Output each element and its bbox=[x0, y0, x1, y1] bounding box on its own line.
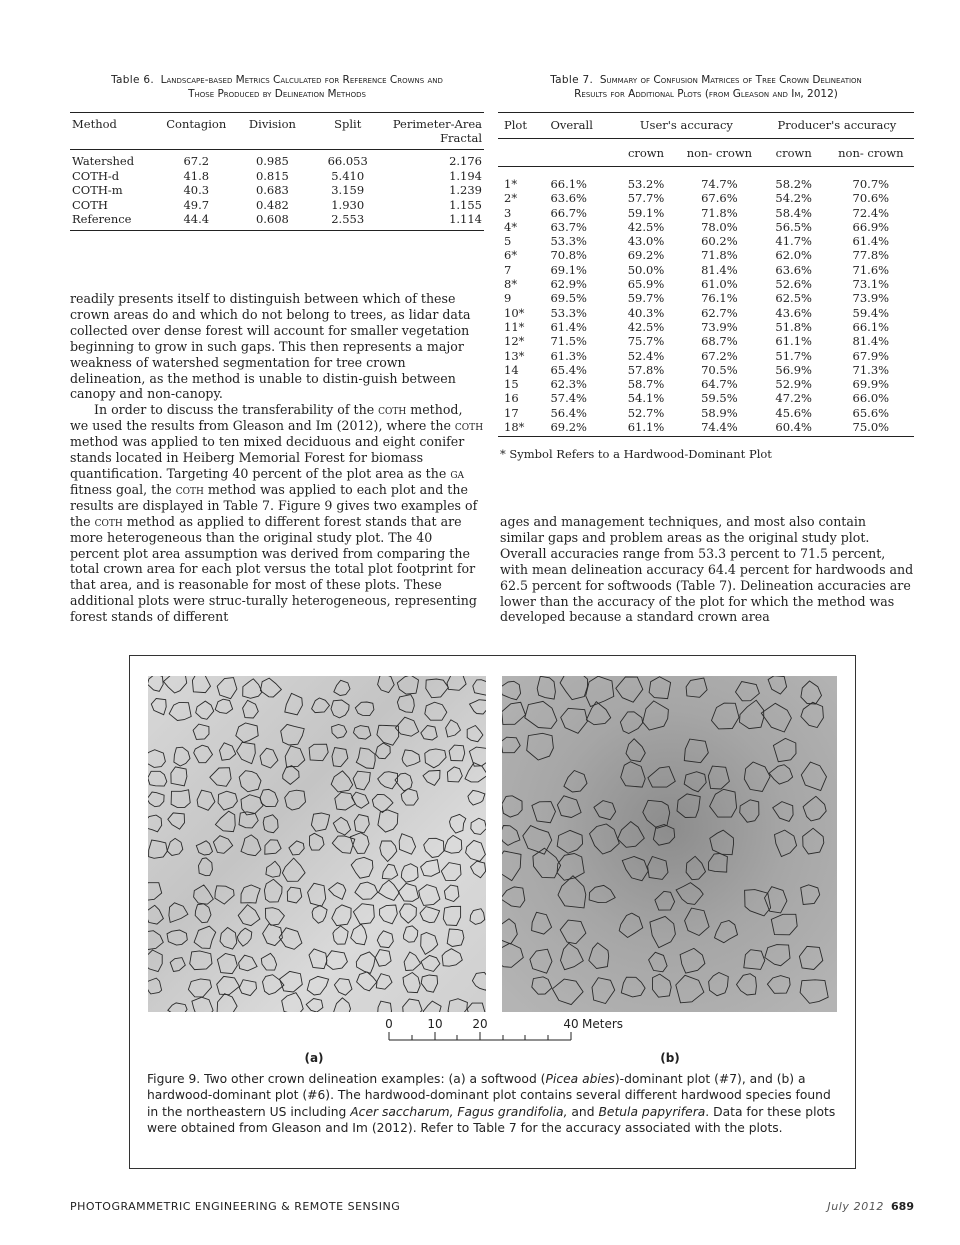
table7-cell: 68.7% bbox=[701, 334, 738, 349]
table7-cell: 57.8% bbox=[627, 362, 665, 377]
table7-footnote: * Symbol Refers to a Hardwood-Dominant Plot bbox=[500, 447, 772, 461]
table6-cell: 2.176 bbox=[449, 154, 482, 168]
table7-cell: 74.7% bbox=[701, 177, 738, 191]
table6-cell: 67.2 bbox=[183, 154, 210, 168]
caption-mid-1: )-dominant plot (#7), and (b) a hardwood-dominant plot (#6). The hardwood-dominant plot contains several different hardwood species found in the northeastern US including bbox=[147, 1072, 831, 1119]
table6-cell: 1.930 bbox=[331, 197, 365, 212]
table7-cell: 81.4% bbox=[701, 262, 738, 277]
table7-row bbox=[498, 406, 914, 420]
table7-row bbox=[498, 420, 914, 437]
figure9 bbox=[129, 655, 856, 1169]
table7-cell: 62.3% bbox=[550, 377, 587, 392]
scale-tick-20: 20 bbox=[472, 1017, 488, 1031]
table6-header-division: Division bbox=[233, 113, 312, 150]
table7-cell: 74.4% bbox=[679, 420, 760, 437]
table7-cell: 66.0% bbox=[852, 391, 890, 406]
table7-row bbox=[498, 206, 914, 220]
table6-cell: 44.4 bbox=[160, 212, 233, 230]
table7-cell: 64.7% bbox=[701, 377, 738, 392]
table7-caption bbox=[498, 73, 914, 101]
table7-cell: 1* bbox=[504, 177, 518, 191]
table6-row bbox=[70, 212, 484, 230]
table7-cell: 61.1% bbox=[775, 334, 812, 349]
table6-cell: 1.194 bbox=[449, 168, 482, 183]
table7-cell: 40.3% bbox=[627, 305, 665, 320]
table7-row bbox=[498, 377, 914, 391]
panel-b-label: (b) bbox=[660, 1051, 680, 1065]
table7-cell: 73.9% bbox=[852, 291, 890, 306]
table7-cell: 59.7% bbox=[627, 291, 665, 306]
caption-mid-2: and bbox=[567, 1104, 599, 1119]
table7-cell: 18* bbox=[498, 420, 548, 437]
table6-cell: 2.553 bbox=[312, 212, 383, 230]
table6-row bbox=[70, 150, 484, 169]
plot-a-image bbox=[148, 676, 486, 1012]
table7-subheader-user-crown: crown bbox=[613, 139, 679, 167]
table7-cell: 51.7% bbox=[775, 348, 812, 363]
table6-caption-line2: Those Produced by Delineation Methods bbox=[188, 88, 366, 100]
table7-cell: 61.0% bbox=[701, 277, 738, 292]
table6-cell: COTH bbox=[72, 197, 108, 212]
right-column bbox=[500, 514, 914, 625]
table6-cell: COTH-d bbox=[72, 168, 120, 183]
table7-cell: 12* bbox=[504, 334, 525, 349]
table7-cell: 65.4% bbox=[550, 362, 587, 377]
table6-cell: Watershed bbox=[72, 154, 135, 168]
table7-cell: 58.9% bbox=[701, 405, 738, 420]
table7-row bbox=[498, 248, 914, 262]
figure9-caption bbox=[147, 1071, 837, 1137]
table7-cell: 66.1% bbox=[852, 319, 890, 334]
table7-cell: 70.7% bbox=[852, 177, 890, 191]
table7-cell: 70.5% bbox=[701, 362, 738, 377]
caption-lead: Figure 9. Two other crown delineation examples: (a) a softwood ( bbox=[147, 1072, 546, 1086]
table7-cell: 57.7% bbox=[627, 191, 665, 206]
table6-cell: 0.482 bbox=[255, 197, 289, 212]
table6-cell: 0.683 bbox=[255, 183, 289, 197]
table7-cell: 61.3% bbox=[550, 348, 587, 363]
table7-row bbox=[498, 349, 914, 363]
table7-cell: 73.9% bbox=[701, 319, 738, 334]
scale-tick-40: 40 bbox=[563, 1017, 579, 1031]
table7-cell: 11* bbox=[504, 319, 525, 334]
table7-cell: 67.9% bbox=[852, 348, 890, 363]
table6-cell: 1.155 bbox=[449, 197, 482, 212]
table7-cell: 77.8% bbox=[852, 248, 890, 263]
table7-cell: 62.0% bbox=[775, 248, 812, 263]
table7-cell: 59.4% bbox=[852, 305, 890, 320]
table7-header-overall: Overall bbox=[548, 113, 613, 139]
table7-cell: 70.6% bbox=[852, 191, 890, 206]
table7 bbox=[498, 112, 914, 437]
table7-cell: 56.5% bbox=[775, 219, 812, 234]
table7-cell: 62.5% bbox=[775, 291, 812, 306]
table6-header-split: Split bbox=[312, 113, 383, 150]
table7-cell: 41.7% bbox=[775, 234, 812, 249]
table7-cell: 52.6% bbox=[775, 277, 812, 292]
table7-cell: 62.9% bbox=[550, 277, 587, 292]
caption-tail: . Data for these plots were obtained from Gleason and Im (2012). Refer to Table 7 for the accuracy associated with the plots. bbox=[147, 1104, 836, 1136]
table6-cell: 1.114 bbox=[383, 212, 484, 230]
table7-cell: 14 bbox=[504, 362, 519, 377]
table7-cell: 61.4% bbox=[550, 319, 587, 334]
table7-cell: 76.1% bbox=[701, 291, 738, 306]
table7-cell: 52.9% bbox=[775, 377, 812, 392]
table7-label: Table 7. bbox=[550, 74, 594, 86]
table7-cell: 58.2% bbox=[775, 177, 812, 191]
table7-cell: 61.1% bbox=[613, 420, 679, 437]
table7-cell: 6* bbox=[504, 248, 518, 263]
table6-header-contagion: Contagion bbox=[160, 113, 233, 150]
table7-cell: 43.6% bbox=[775, 305, 812, 320]
table6 bbox=[70, 112, 484, 231]
table7-cell: 3 bbox=[504, 205, 512, 220]
caption-species-1: Picea abies bbox=[545, 1072, 615, 1086]
table7-cell: 60.4% bbox=[760, 420, 828, 437]
table7-header-plot: Plot bbox=[498, 113, 548, 139]
footer-date-page bbox=[812, 1200, 914, 1213]
table7-cell: 71.5% bbox=[550, 334, 587, 349]
table6-row bbox=[70, 169, 484, 184]
table7-row bbox=[498, 263, 914, 277]
table7-cell: 67.6% bbox=[701, 191, 738, 206]
table7-cell: 69.2% bbox=[548, 420, 613, 437]
table7-row bbox=[498, 334, 914, 348]
left-column bbox=[70, 291, 484, 625]
table7-cell: 58.7% bbox=[627, 377, 665, 392]
table7-subheader-prod-crown: crown bbox=[760, 139, 828, 167]
caption-species-2: Acer saccharum, Fagus grandifolia, bbox=[350, 1104, 568, 1119]
table7-cell: 69.2% bbox=[627, 248, 665, 263]
table7-row bbox=[498, 391, 914, 405]
table7-cell: 58.4% bbox=[775, 205, 812, 220]
table7-row bbox=[498, 191, 914, 205]
footer-page: 689 bbox=[891, 1200, 914, 1213]
table6-cell: 0.815 bbox=[255, 168, 289, 183]
table7-cell: 45.6% bbox=[775, 405, 812, 420]
table7-row bbox=[498, 363, 914, 377]
table6-cell: COTH-m bbox=[72, 183, 123, 197]
table7-cell: 56.4% bbox=[550, 405, 587, 420]
table7-cell: 50.0% bbox=[627, 262, 665, 277]
table7-subheader-prod-noncrown: non- crown bbox=[828, 139, 914, 167]
table6-cell: 0.985 bbox=[255, 154, 289, 168]
table7-cell: 5 bbox=[504, 234, 512, 249]
table6-cell: 40.3 bbox=[183, 183, 210, 197]
table7-cell: 75.7% bbox=[627, 334, 665, 349]
table7-cell: 9 bbox=[504, 291, 512, 306]
table7-cell: 71.8% bbox=[701, 205, 738, 220]
table7-cell: 71.8% bbox=[701, 248, 738, 263]
table6-row bbox=[70, 183, 484, 198]
table7-caption-line1: Summary of Confusion Matrices of Tree Crown Delineation bbox=[599, 74, 862, 86]
caption-species-3: Betula papyrifera bbox=[598, 1104, 706, 1119]
table7-cell: 70.8% bbox=[550, 248, 587, 263]
table7-cell: 53.3% bbox=[550, 234, 587, 249]
table7-cell: 16 bbox=[504, 391, 519, 406]
table7-cell: 61.4% bbox=[852, 234, 890, 249]
scale-bar bbox=[389, 1032, 571, 1040]
table7-cell: 62.7% bbox=[701, 305, 738, 320]
table6-caption bbox=[70, 73, 484, 101]
table7-cell: 51.8% bbox=[775, 319, 812, 334]
table7-cell: 73.1% bbox=[852, 277, 890, 292]
table7-cell: 71.6% bbox=[852, 262, 890, 277]
table7-cell: 8* bbox=[504, 277, 518, 292]
table7-cell: 67.2% bbox=[701, 348, 738, 363]
table6-row bbox=[70, 198, 484, 213]
table6-cell: Reference bbox=[70, 212, 160, 230]
table7-cell: 15 bbox=[504, 377, 519, 392]
table7-cell: 65.6% bbox=[852, 405, 890, 420]
right-paragraph-1: ages and management techniques, and most also contain similar gaps and problem areas as the original study plot. Overall accuracies range from 53.3 percent to 71.5 percent, with mean delineation accuracy 64.4 percent for hardwoods and 62.5 percent for softwoods (Table 7). Delineation accuracies are lower than the accuracy of the plot for which the method was developed because a standard crown area bbox=[500, 514, 914, 625]
table6-cell: 3.159 bbox=[331, 183, 365, 197]
table6-label: Table 6. bbox=[111, 74, 154, 86]
table7-subheader-user-noncrown: non- crown bbox=[679, 139, 760, 167]
table7-cell: 42.5% bbox=[627, 319, 665, 334]
table7-cell: 52.4% bbox=[627, 348, 665, 363]
table7-row bbox=[498, 167, 914, 192]
table7-cell: 2* bbox=[504, 191, 518, 206]
table6-cell: 49.7 bbox=[183, 197, 210, 212]
table7-cell: 4* bbox=[504, 219, 518, 234]
table7-row bbox=[498, 320, 914, 334]
table7-cell: 63.7% bbox=[550, 219, 587, 234]
table7-cell: 69.1% bbox=[550, 262, 587, 277]
table7-cell: 52.7% bbox=[627, 405, 665, 420]
table7-row bbox=[498, 220, 914, 234]
table7-cell: 66.9% bbox=[852, 219, 890, 234]
table7-cell: 78.0% bbox=[701, 219, 738, 234]
table7-cell: 65.9% bbox=[627, 277, 665, 292]
table7-cell: 43.0% bbox=[627, 234, 665, 249]
table7-cell: 66.1% bbox=[550, 177, 587, 191]
panel-a-label: (a) bbox=[304, 1051, 324, 1065]
table7-row bbox=[498, 277, 914, 291]
table7-cell: 59.1% bbox=[627, 205, 665, 220]
left-paragraph-1: readily presents itself to distinguish between which of these crown areas do and which do not belong to trees, as lidar data collected over dense forest will account for smaller vegetation beginning to grow in such gaps. This then represents a major weakness of watershed segmentation for tree crown delineation, as the method is unable to distin-guish between canopy and non-canopy. bbox=[70, 291, 471, 402]
table7-cell: 69.9% bbox=[852, 377, 890, 392]
table7-cell: 72.4% bbox=[852, 205, 890, 220]
table7-cell: 75.0% bbox=[828, 420, 914, 437]
table7-header-users: User's accuracy bbox=[613, 113, 760, 139]
table6-header-method: Method bbox=[70, 113, 160, 150]
table7-cell: 42.5% bbox=[627, 219, 665, 234]
table6-cell: 5.410 bbox=[331, 168, 365, 183]
left-paragraph-2: In order to discuss the transferability of the coth method, we used the results from Gleason and Im (2012), where the coth method was applied to ten mixed deciduous and eight conifer stands located in Heiberg Memorial Forest for biomass quantification. Targeting 40 percent of the plot area as the ga fitness goal, the coth method was applied to each plot and the results are displayed in Table 7. Figure 9 gives two examples of the coth method as applied to different forest stands that are more heterogeneous than the original study plot. The 40 percent plot area assumption was derived from comparing the total crown area for each plot versus the total plot footprint for that area, and is reasonable for most of these plots. These additional plots were struc-turally heterogeneous, representing forest stands of different bbox=[70, 402, 484, 625]
table7-header-producers: Producer's accuracy bbox=[760, 113, 914, 139]
footer-date: July 2012 bbox=[827, 1200, 885, 1213]
table6-header-fractal: Perimeter-Area Fractal bbox=[383, 113, 484, 150]
table7-cell: 13* bbox=[504, 348, 525, 363]
table7-cell: 7 bbox=[504, 262, 512, 277]
table6-cell: 0.608 bbox=[233, 212, 312, 230]
table7-cell: 54.2% bbox=[775, 191, 812, 206]
table7-cell: 53.3% bbox=[550, 305, 587, 320]
table7-caption-line2: Results for Additional Plots (from Gleason and Im, 2012) bbox=[574, 88, 838, 100]
table7-cell: 54.1% bbox=[627, 391, 665, 406]
table7-row bbox=[498, 234, 914, 248]
table7-cell: 47.2% bbox=[775, 391, 812, 406]
table6-cell: 66.053 bbox=[327, 154, 368, 168]
table7-cell: 63.6% bbox=[775, 262, 812, 277]
scale-tick-10: 10 bbox=[427, 1017, 443, 1031]
table6-caption-line1: Landscape-based Metrics Calculated for Reference Crowns and bbox=[160, 74, 443, 86]
scale-unit: Meters bbox=[582, 1017, 624, 1031]
table7-cell: 60.2% bbox=[701, 234, 738, 249]
table7-cell: 81.4% bbox=[852, 334, 890, 349]
table6-cell: 41.8 bbox=[183, 168, 210, 183]
table7-cell: 17 bbox=[504, 405, 519, 420]
table6-cell: 1.239 bbox=[449, 183, 482, 197]
table7-row bbox=[498, 306, 914, 320]
scale-tick-0: 0 bbox=[385, 1017, 393, 1031]
table7-cell: 71.3% bbox=[852, 362, 890, 377]
table7-cell: 10* bbox=[504, 305, 525, 320]
footer-journal: PHOTOGRAMMETRIC ENGINEERING & REMOTE SENSING bbox=[70, 1200, 401, 1213]
table7-cell: 69.5% bbox=[550, 291, 587, 306]
table7-row bbox=[498, 291, 914, 305]
table7-cell: 63.6% bbox=[550, 191, 587, 206]
table7-cell: 53.2% bbox=[627, 177, 665, 191]
table7-cell: 59.5% bbox=[701, 391, 738, 406]
table7-cell: 56.9% bbox=[775, 362, 812, 377]
table7-cell: 57.4% bbox=[550, 391, 587, 406]
table7-cell: 66.7% bbox=[550, 205, 587, 220]
